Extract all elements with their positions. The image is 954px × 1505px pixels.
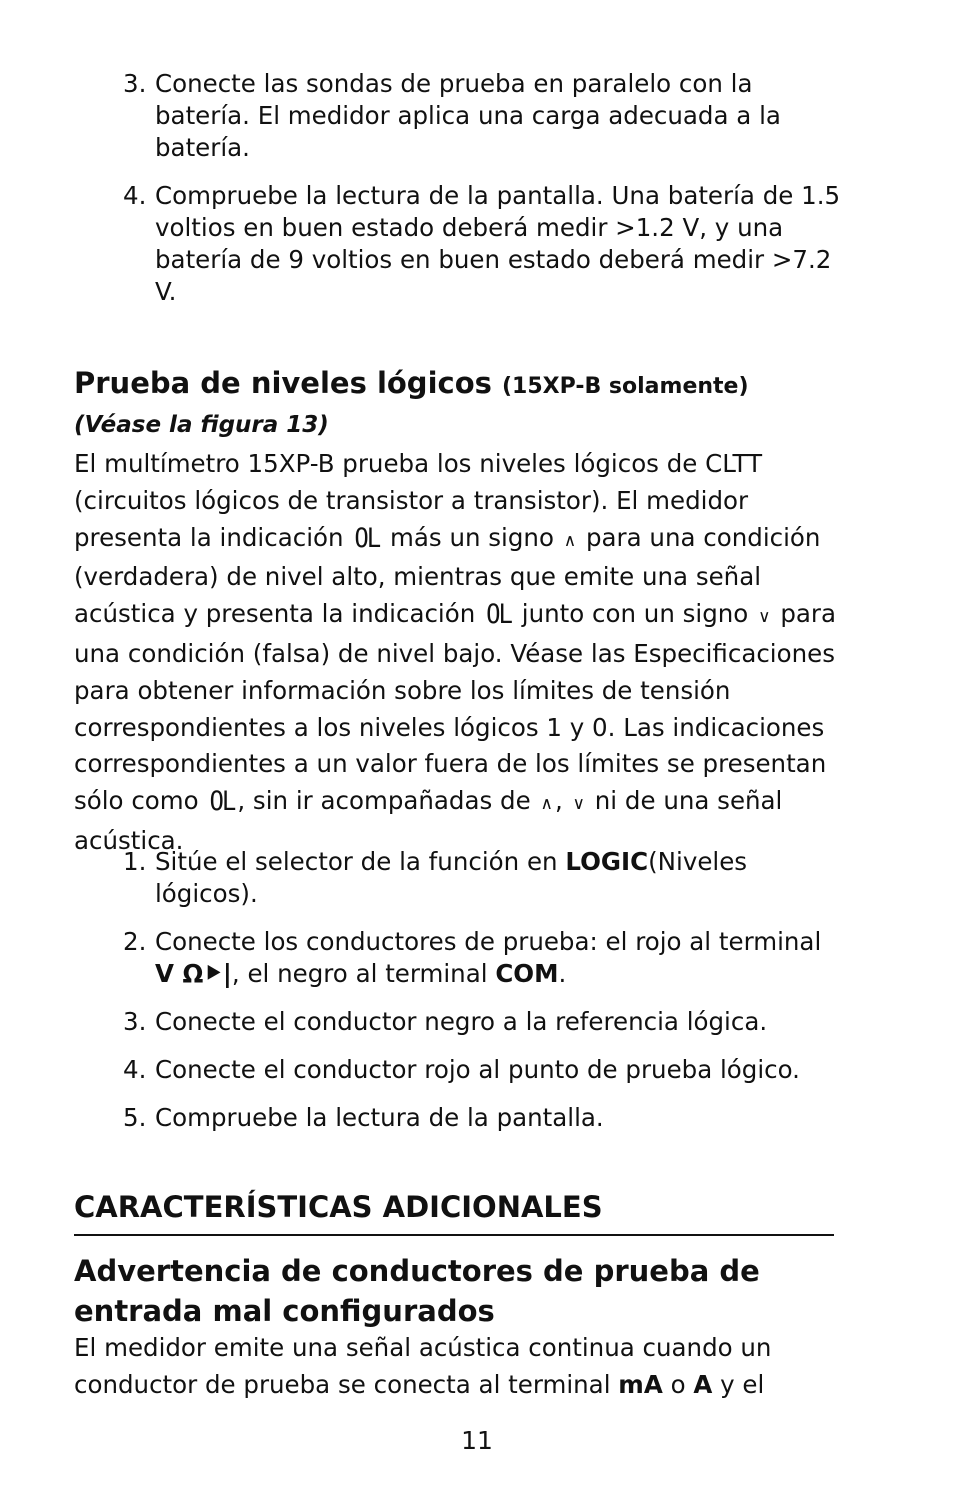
lead-warning-heading: Advertencia de conductores de prueba de entrada mal configurados: [74, 1254, 760, 1328]
figure-reference: (Véase la figura 13): [74, 412, 329, 438]
ol-display-icon: OL: [486, 598, 511, 630]
additional-features-heading: CARACTERÍSTICAS ADICIONALES: [74, 1190, 603, 1224]
volt-ohm-diode-terminal: V Ω⯈|: [155, 959, 232, 988]
model-note: (15XP-B solamente): [502, 374, 749, 399]
section-divider: [74, 1234, 834, 1236]
ol-display-icon: OL: [209, 785, 235, 817]
list-item: 5. Compruebe la lectura de la pantalla.: [123, 1103, 604, 1132]
ol-display-icon: OL: [354, 522, 380, 553]
lead-warning-text: El medidor emite una señal acústica continua cuando un conductor de prueba se conecta al terminal mA o A y el: [74, 1333, 772, 1399]
high-level-icon: ∧: [563, 530, 577, 551]
page-number: 11: [461, 1426, 493, 1455]
a-terminal: A: [693, 1369, 713, 1399]
battery-steps: [123, 68, 843, 324]
com-terminal: COM: [495, 959, 559, 988]
logic-test-heading: Prueba de niveles lógicos (15XP-B solamente): [74, 366, 749, 400]
step-text: Compruebe la lectura de la pantalla. Una batería de 1.5 voltios en buen estado deberá medir >1.2 V, y una batería de 9 voltios en buen estado deberá medir >7.2 V.: [155, 181, 841, 306]
logic-setting: LOGIC: [565, 847, 649, 876]
logic-steps: [123, 846, 843, 1150]
low-level-icon: ∨: [572, 794, 585, 815]
low-level-icon: ∨: [758, 607, 771, 628]
list-item: 3. Conecte las sondas de prueba en paralelo con la batería. El medidor aplica una carga adecuada a la batería.: [123, 69, 781, 162]
list-item: 2. Conecte los conductores de prueba: el rojo al terminal V Ω⯈|, el negro al terminal COM.: [123, 927, 822, 988]
list-item: 4. Compruebe la lectura de la pantalla. Una batería de 1.5 voltios en buen estado deberá medir >1.2 V, y una batería de 9 voltios en buen estado deberá medir >7.2 V.: [123, 181, 841, 306]
step-text: Conecte las sondas de prueba en paralelo con la batería. El medidor aplica una carga adecuada a la batería.: [155, 69, 781, 162]
logic-description: El multímetro 15XP-B prueba los niveles lógicos de CLTT (circuitos lógicos de transistor a transistor). El medidor presenta la indicación OL más un signo ∧ para una condición (verdadera) de nivel alto, mientras que emite una señal acústica y presenta la indicación OL junto con un signo ∨ para una condición (falsa) de nivel bajo. Véase las Especificaciones para obtener información sobre los límites de tensión correspondientes a los niveles lógicos 1 y 0. Las indicaciones correspondientes a un valor fuera de los límites se presentan sólo como OL , sin ir acompañadas de ∧, ∨ ni de una señal acústica.: [74, 449, 836, 855]
high-level-icon: ∧: [540, 794, 553, 815]
list-item: 1. Sitúe el selector de la función en LOGIC(Niveles lógicos).: [123, 847, 748, 908]
ma-terminal: mA: [618, 1369, 663, 1399]
list-item: 4. Conecte el conductor rojo al punto de prueba lógico.: [123, 1055, 800, 1084]
list-item: 3. Conecte el conductor negro a la referencia lógica.: [123, 1007, 768, 1036]
